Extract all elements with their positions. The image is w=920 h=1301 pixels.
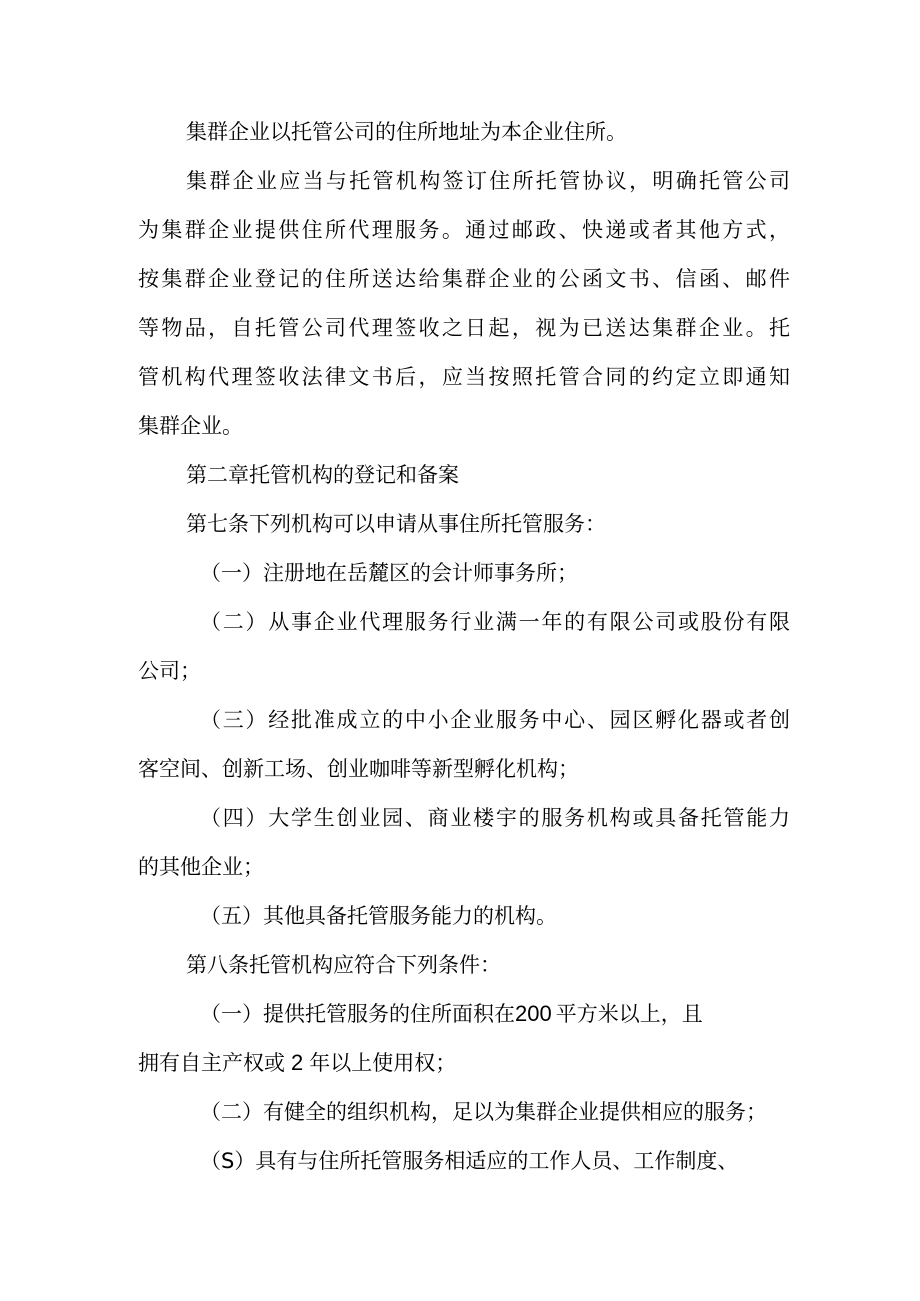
paragraph-line: 集群企业。 <box>138 414 243 438</box>
chapter-heading: 第二章托管机构的登记和备案 <box>186 463 459 487</box>
list-item-continuation <box>138 1048 456 1078</box>
number-segment: 2 <box>291 1050 304 1075</box>
text-segment: 拥有自主产权或 <box>138 1051 285 1075</box>
list-item-continuation: 公司； <box>138 659 201 683</box>
list-item: （二）从事企业代理服务行业满一年的有限公司或股份有限 <box>200 610 790 634</box>
number-segment: 200 <box>515 1001 552 1026</box>
paragraph-line: 集群企业以托管公司的住所地址为本企业住所。 <box>186 120 627 144</box>
text-segment: 平方米以上，且 <box>555 1002 703 1026</box>
list-item: （S）具有与住所托管服务相适应的工作人员、工作制度、 <box>200 1149 739 1173</box>
paragraph-line: 等物品，自托管公司代理签收之日起，视为已送达集群企业。托 <box>138 316 790 340</box>
paragraph-line: 管机构代理签收法律文书后，应当按照托管合同的约定立即通知 <box>138 365 790 389</box>
list-item: （一）注册地在岳麓区的会计师事务所； <box>200 561 578 585</box>
list-item-continuation: 的其他企业； <box>138 855 264 879</box>
article-heading: 第八条托管机构应符合下列条件： <box>186 953 501 977</box>
list-item: （五）其他具备托管服务能力的机构。 <box>200 904 557 928</box>
paragraph-line: 为集群企业提供住所代理服务。通过邮政、快递或者其他方式， <box>138 218 790 242</box>
paragraph-line: 按集群企业登记的住所送达给集群企业的公函文书、信函、邮件 <box>138 267 790 291</box>
list-item: （三）经批准成立的中小企业服务中心、园区孵化器或者创 <box>200 708 790 732</box>
text-segment: 年以上使用权； <box>309 1051 457 1075</box>
paragraph-line: 集群企业应当与托管机构签订住所托管协议，明确托管公司 <box>186 169 790 193</box>
article-heading: 第七条下列机构可以申请从事住所托管服务： <box>186 512 606 536</box>
list-item <box>200 999 703 1029</box>
text-segment: （一）提供托管服务的住所面积在 <box>200 1002 515 1026</box>
list-item: （二）有健全的组织机构，足以为集群企业提供相应的服务； <box>200 1100 767 1124</box>
list-item-continuation: 客空间、创新工场、创业咖啡等新型孵化机构； <box>138 757 579 781</box>
list-item: （四）大学生创业园、商业楼宇的服务机构或具备托管能力 <box>200 806 790 830</box>
